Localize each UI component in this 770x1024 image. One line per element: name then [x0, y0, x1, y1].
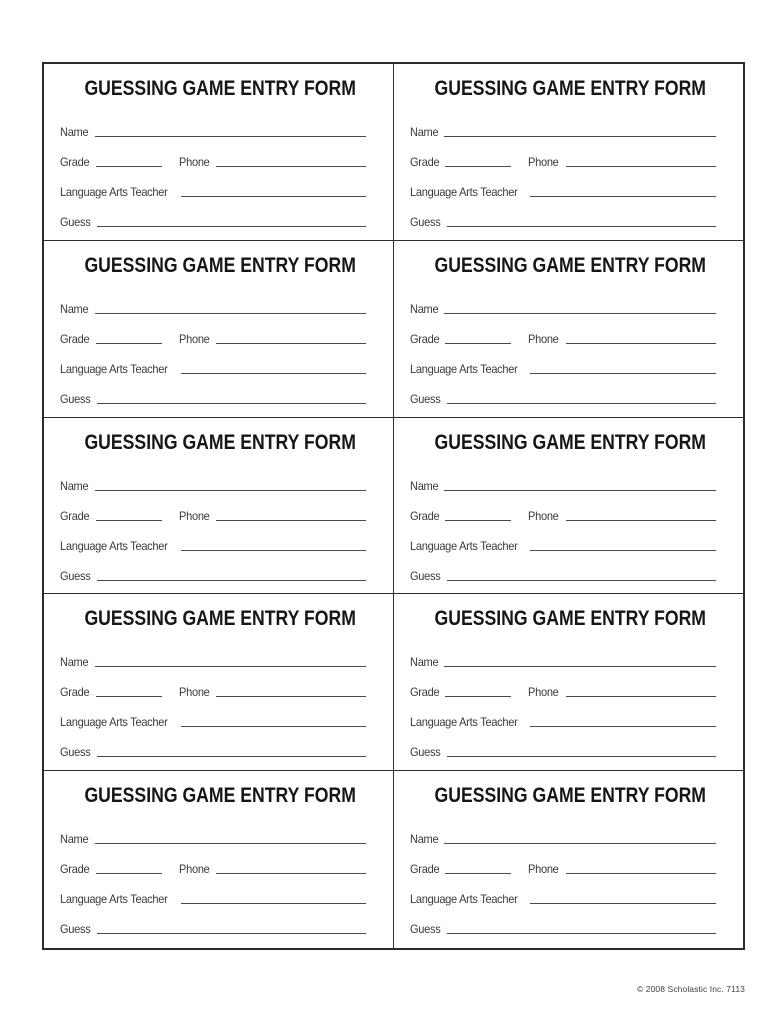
grade-input-line[interactable] [96, 343, 162, 344]
phone-label: Phone [178, 155, 210, 169]
name-field-row [410, 817, 717, 847]
form-title: GUESSING GAME ENTRY FORM [84, 430, 356, 454]
grade-label: Grade [60, 508, 90, 523]
entry-form-sheet [42, 62, 745, 950]
teacher-input-line[interactable] [181, 550, 366, 551]
guess-field-row [410, 730, 717, 760]
teacher-input-line[interactable] [530, 903, 716, 904]
language-arts-teacher-label: Language Arts Teacher [60, 715, 168, 730]
phone-label: Phone [178, 862, 210, 877]
guess-label: Guess [60, 922, 91, 937]
teacher-input-line[interactable] [181, 903, 366, 904]
grade-input-line[interactable] [445, 520, 511, 521]
form-title: GUESSING GAME ENTRY FORM [434, 607, 706, 631]
grade-label: Grade [60, 685, 90, 700]
name-label: Name [60, 125, 89, 139]
form-fields [60, 464, 366, 584]
form-fields [60, 817, 366, 937]
form-fields [410, 464, 717, 584]
grade-phone-field-row [410, 140, 717, 170]
grade-phone-field-row [410, 317, 717, 347]
guess-field-row [60, 554, 366, 584]
language-arts-teacher-label: Language Arts Teacher [409, 715, 518, 730]
phone-input-line[interactable] [216, 166, 365, 167]
teacher-input-line[interactable] [181, 196, 366, 197]
name-field-row [60, 640, 366, 670]
name-label: Name [60, 301, 89, 316]
grade-input-line[interactable] [96, 873, 162, 874]
grade-input-line[interactable] [96, 696, 162, 697]
phone-input-line[interactable] [566, 520, 716, 521]
guess-field-row [410, 377, 717, 407]
teacher-input-line[interactable] [530, 373, 716, 374]
guess-label: Guess [60, 745, 91, 760]
phone-input-line[interactable] [566, 696, 716, 697]
form-fields [60, 110, 366, 230]
grade-input-line[interactable] [96, 166, 162, 167]
name-field-row [410, 464, 717, 494]
grade-phone-field-row [60, 847, 366, 877]
guess-input-line[interactable] [447, 580, 716, 581]
guess-input-line[interactable] [97, 756, 365, 757]
guess-label: Guess [409, 745, 441, 760]
name-field-row [60, 817, 366, 847]
name-label: Name [409, 832, 438, 847]
form-fields [60, 287, 366, 407]
name-input-line[interactable] [95, 490, 366, 491]
guess-input-line[interactable] [447, 226, 716, 227]
entry-form-card [394, 418, 744, 595]
phone-input-line[interactable] [216, 873, 365, 874]
entry-form-card [44, 594, 394, 771]
form-fields [410, 640, 717, 760]
guess-field-row [60, 377, 366, 407]
teacher-field-row [410, 700, 717, 730]
grade-input-line[interactable] [445, 873, 511, 874]
language-arts-teacher-label: Language Arts Teacher [409, 185, 518, 199]
language-arts-teacher-label: Language Arts Teacher [60, 538, 168, 553]
name-input-line[interactable] [444, 313, 716, 314]
guess-label: Guess [60, 391, 91, 406]
form-title: GUESSING GAME ENTRY FORM [84, 784, 356, 808]
guess-field-row [410, 200, 717, 230]
guess-field-row [410, 907, 717, 937]
name-label: Name [409, 478, 438, 493]
name-field-row [410, 640, 717, 670]
guess-input-line[interactable] [97, 580, 365, 581]
teacher-field-row [410, 877, 717, 907]
language-arts-teacher-label: Language Arts Teacher [409, 892, 518, 907]
name-field-row [410, 110, 717, 140]
teacher-input-line[interactable] [181, 373, 366, 374]
grade-input-line[interactable] [96, 520, 162, 521]
name-input-line[interactable] [444, 843, 716, 844]
grade-label: Grade [60, 331, 90, 346]
phone-input-line[interactable] [566, 343, 716, 344]
grade-label: Grade [409, 155, 439, 169]
phone-input-line[interactable] [216, 520, 365, 521]
name-label: Name [60, 655, 89, 670]
grade-phone-field-row [60, 317, 366, 347]
phone-input-line[interactable] [216, 696, 365, 697]
language-arts-teacher-label: Language Arts Teacher [409, 361, 518, 376]
grade-phone-field-row [60, 140, 366, 170]
entry-form-card [44, 64, 394, 241]
form-title: GUESSING GAME ENTRY FORM [434, 784, 706, 808]
guess-field-row [410, 554, 717, 584]
phone-label: Phone [528, 331, 559, 346]
grade-label: Grade [60, 155, 90, 169]
phone-input-line[interactable] [566, 166, 716, 167]
form-fields [410, 287, 717, 407]
grade-input-line[interactable] [445, 166, 511, 167]
name-label: Name [409, 655, 438, 670]
grade-label: Grade [409, 508, 439, 523]
guess-input-line[interactable] [97, 226, 365, 227]
guess-field-row [60, 730, 366, 760]
guess-label: Guess [409, 922, 441, 937]
entry-form-card [394, 594, 744, 771]
guess-label: Guess [60, 215, 91, 229]
entry-form-card [44, 418, 394, 595]
guess-field-row [60, 200, 366, 230]
language-arts-teacher-label: Language Arts Teacher [60, 361, 168, 376]
phone-label: Phone [178, 685, 210, 700]
grade-label: Grade [60, 862, 90, 877]
teacher-field-row [410, 347, 717, 377]
form-title: GUESSING GAME ENTRY FORM [434, 77, 706, 100]
teacher-input-line[interactable] [181, 726, 366, 727]
teacher-field-row [60, 700, 366, 730]
phone-label: Phone [528, 155, 559, 169]
teacher-input-line[interactable] [530, 550, 716, 551]
language-arts-teacher-label: Language Arts Teacher [409, 538, 518, 553]
form-title: GUESSING GAME ENTRY FORM [84, 77, 356, 100]
name-input-line[interactable] [95, 843, 366, 844]
entry-form-card [44, 771, 394, 948]
guess-label: Guess [409, 215, 441, 229]
name-label: Name [409, 301, 438, 316]
name-input-line[interactable] [444, 136, 716, 137]
teacher-field-row [60, 170, 366, 200]
entry-form-card [44, 241, 394, 418]
form-title: GUESSING GAME ENTRY FORM [434, 430, 706, 454]
form-title: GUESSING GAME ENTRY FORM [84, 607, 356, 631]
form-title: GUESSING GAME ENTRY FORM [84, 253, 356, 277]
grade-label: Grade [409, 862, 439, 877]
phone-input-line[interactable] [216, 343, 365, 344]
entry-form-card [394, 241, 744, 418]
grade-phone-field-row [60, 670, 366, 700]
name-input-line[interactable] [95, 313, 366, 314]
teacher-field-row [60, 524, 366, 554]
phone-label: Phone [178, 508, 210, 523]
copyright-note: © 2008 Scholastic Inc. 7113 [636, 984, 745, 994]
form-fields [410, 110, 717, 230]
teacher-field-row [60, 347, 366, 377]
name-field-row [60, 287, 366, 317]
grade-input-line[interactable] [445, 696, 511, 697]
phone-label: Phone [528, 685, 559, 700]
teacher-field-row [410, 170, 717, 200]
grade-label: Grade [409, 685, 439, 700]
guess-label: Guess [60, 568, 91, 583]
guess-label: Guess [409, 568, 441, 583]
name-input-line[interactable] [444, 490, 716, 491]
name-input-line[interactable] [95, 666, 366, 667]
name-field-row [60, 464, 366, 494]
phone-label: Phone [178, 331, 210, 346]
language-arts-teacher-label: Language Arts Teacher [60, 185, 168, 199]
form-fields [410, 817, 717, 937]
guess-input-line[interactable] [447, 756, 716, 757]
entry-form-card [394, 771, 744, 948]
grade-phone-field-row [410, 494, 717, 524]
guess-input-line[interactable] [447, 403, 716, 404]
name-label: Name [60, 832, 89, 847]
guess-input-line[interactable] [97, 403, 365, 404]
entry-form-card [394, 64, 744, 241]
name-field-row [60, 110, 366, 140]
guess-field-row [60, 907, 366, 937]
teacher-field-row [60, 877, 366, 907]
guess-input-line[interactable] [447, 933, 716, 934]
teacher-input-line[interactable] [530, 196, 716, 197]
grade-phone-field-row [410, 670, 717, 700]
name-label: Name [60, 478, 89, 493]
grade-label: Grade [409, 331, 439, 346]
guess-label: Guess [409, 391, 441, 406]
grade-input-line[interactable] [445, 343, 511, 344]
teacher-field-row [410, 524, 717, 554]
name-label: Name [409, 125, 438, 139]
phone-input-line[interactable] [566, 873, 716, 874]
name-input-line[interactable] [444, 666, 716, 667]
form-title: GUESSING GAME ENTRY FORM [434, 253, 706, 277]
name-field-row [410, 287, 717, 317]
teacher-input-line[interactable] [530, 726, 716, 727]
form-fields [60, 640, 366, 760]
name-input-line[interactable] [95, 136, 366, 137]
phone-label: Phone [528, 862, 559, 877]
language-arts-teacher-label: Language Arts Teacher [60, 892, 168, 907]
guess-input-line[interactable] [97, 933, 365, 934]
grade-phone-field-row [410, 847, 717, 877]
grade-phone-field-row [60, 494, 366, 524]
phone-label: Phone [528, 508, 559, 523]
